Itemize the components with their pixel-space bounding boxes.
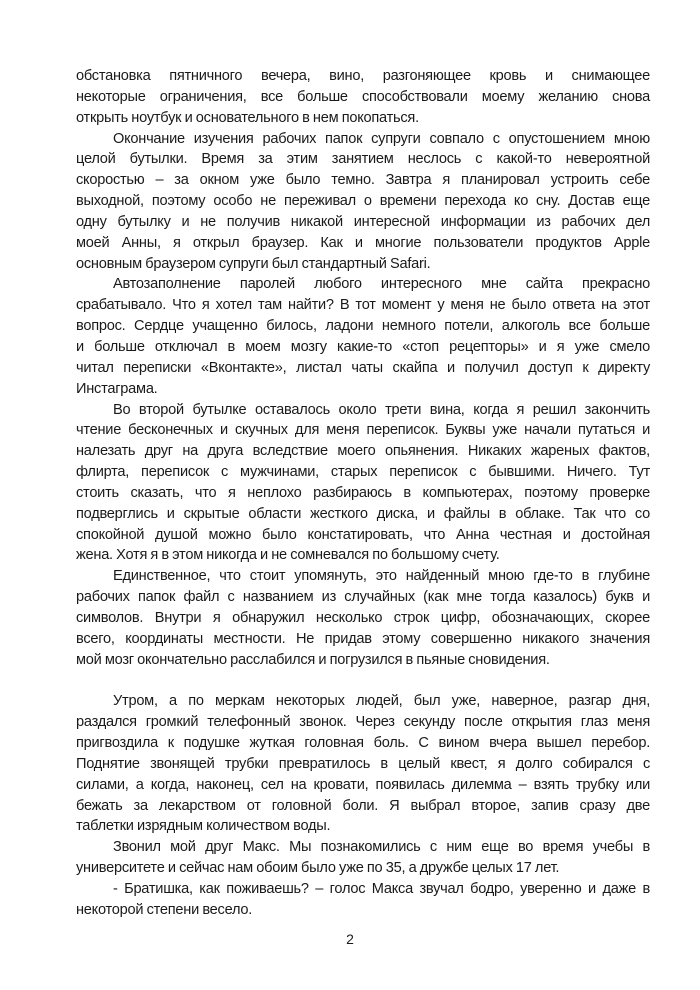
text-line: Утром, а по меркам некоторых людей, был уже, наверное, разгар дня, <box>113 693 650 710</box>
paragraph <box>76 274 650 399</box>
text-line: силами, а когда, наконец, сел на кровати, появилась дилемма – взять трубку или <box>76 776 650 793</box>
text-line: Окончание изучения рабочих папок супруги совпало с опустошением мною <box>113 130 650 147</box>
paragraph <box>76 400 650 567</box>
text-line: налезать друг на друга вследствие моего опьянения. Никаких жареных фактов, <box>76 443 650 460</box>
text-line: Звонил мой друг Макс. Мы познакомились с ним еще во время учебы в <box>113 839 650 856</box>
text-line: некоторые ограничения, все больше способствовали моему желанию снова <box>76 88 650 105</box>
paragraph <box>76 66 650 129</box>
text-line: всего, координаты местности. Не придав этому совершенно никакого значения <box>76 630 650 647</box>
text-line: вопрос. Сердце учащенно билось, ладони немного потели, алкоголь все больше <box>76 318 650 335</box>
text-line: читал переписки «Вконтакте», листал чаты скайпа и получил доступ к директу <box>76 359 650 376</box>
text-line: таблетки изрядным количеством воды. <box>76 818 331 835</box>
text-line: пригвоздила к подушке жуткая головная боль. С вином вчера вышел перебор. <box>76 735 650 751</box>
text-line: флирта, переписок с мужчинами, старых переписок с бывшими. Ничего. Тут <box>76 464 650 481</box>
blank-line <box>76 670 650 691</box>
paragraph <box>76 129 650 275</box>
text-line: целой бутылки. Время за этим занятием неслось с какой-то невероятной <box>76 151 650 168</box>
text-line: раздался громкий телефонный звонок. Через секунду после открытия глаз меня <box>76 714 650 731</box>
text-line: Автозаполнение паролей любого интересного мне сайта прекрасно <box>113 276 650 293</box>
text-line: Поднятие звонящей трубки превратилось в целый квест, я долго собирался с <box>76 755 650 772</box>
text-line: мой мозг окончательно расслабился и погрузился в пьяные сновидения. <box>76 651 550 668</box>
text-line: Во второй бутылке оставалось около трети вина, когда я решил закончить <box>113 401 650 418</box>
text-line: стоить сказать, что я неплохо разбираюсь в компьютерах, поэтому проверке <box>76 484 650 501</box>
page-number: 2 <box>346 931 354 947</box>
paragraph <box>76 566 650 670</box>
text-line: срабатывало. Что я хотел там найти? В тот момент у меня не было ответа на этот <box>76 297 650 314</box>
text-line: чтение бесконечных и скучных для меня переписок. Буквы уже начали путаться и <box>76 422 650 439</box>
text-line: скоростью – за окном уже было темно. Завтра я планировал устроить себе <box>76 172 650 189</box>
text-line: бежать за лекарством от головной боли. Я выбрал второе, запив сразу две <box>76 797 650 814</box>
text-line: рабочих папок файл с названием из случайных (как мне тогда казалось) букв и <box>76 589 650 606</box>
text-line: символов. Внутри я обнаружил несколько строк цифр, обозначающих, скорее <box>76 609 650 626</box>
text-line: Инстаграма. <box>76 380 158 397</box>
paragraph <box>76 837 650 879</box>
text-line: Единственное, что стоит упомянуть, это найденный мною где-то в глубине <box>113 568 650 585</box>
text-line: обстановка пятничного вечера, вино, разгоняющее кровь и снимающее <box>76 68 650 84</box>
paragraph <box>76 691 650 837</box>
text-line: и больше отключал в моем мозгу какие-то «стоп рецепторы» и я уже смело <box>76 338 650 355</box>
body-text <box>76 66 650 921</box>
text-line: моей Анны, я открыл браузер. Как и многие пользователи продуктов Apple <box>76 234 650 251</box>
text-line: открыть ноутбук и основательного в нем покопаться. <box>76 109 419 126</box>
text-line: университете и сейчас нам обоим было уже по 35, а дружбе целых 17 лет. <box>76 860 560 877</box>
text-line: некоторой степени весело. <box>76 901 253 918</box>
text-line: жена. Хотя я в этом никогда и не сомневался по большому счету. <box>76 547 500 564</box>
paragraph <box>76 879 650 921</box>
text-line: одну бутылку и не получив никакой интересной информации из рабочих дел <box>76 213 650 230</box>
text-line: выходной, поэтому особо не переживал о времени перехода ко сну. Достав еще <box>76 193 650 210</box>
text-line: основным браузером супруги был стандартный Safari. <box>76 255 431 272</box>
text-line: спокойной душой можно было констатировать, что Анна честная и достойная <box>76 526 650 543</box>
text-line: - Братишка, как поживаешь? – голос Макса звучал бодро, уверенно и даже в <box>113 880 650 897</box>
text-line: подверглись и скрытые области жесткого диска, и файлы в облаке. Так что со <box>76 505 650 522</box>
